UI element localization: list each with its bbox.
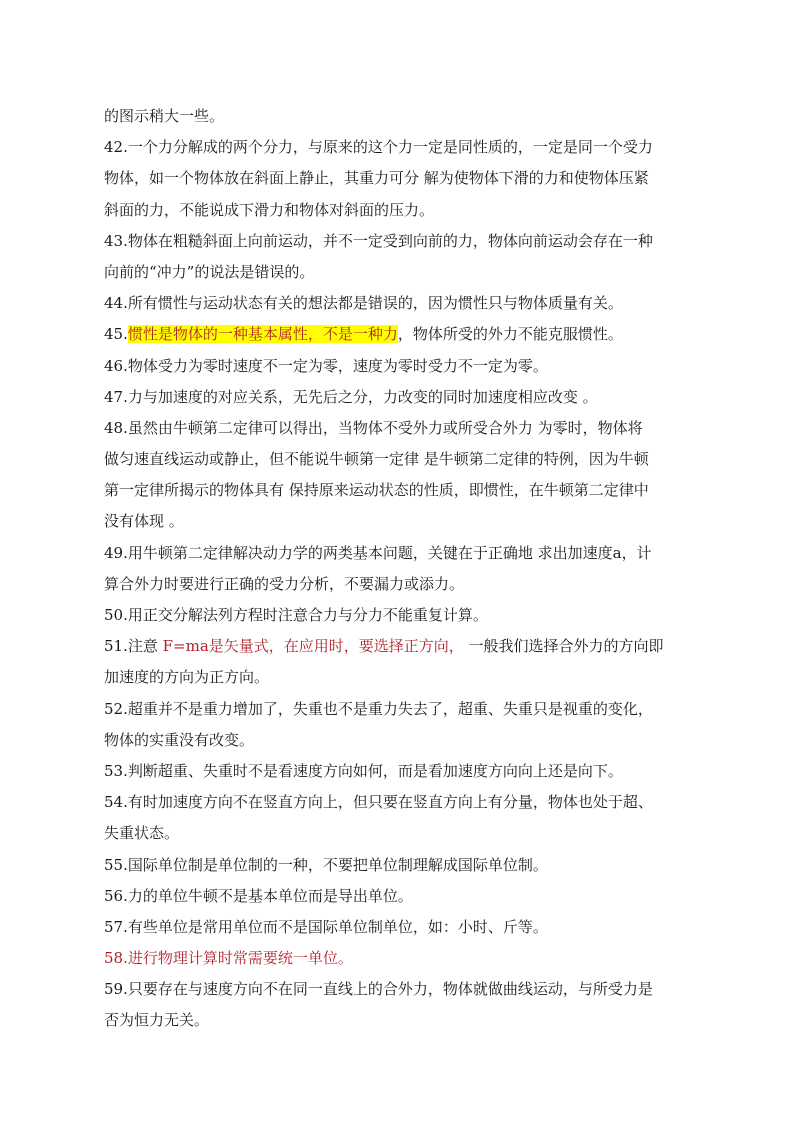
text-line: 53.判断超重、失重时不是看速度方向如何，而是看加速度方向向上还是向下。 [104,761,623,780]
item-text: 一般我们选择合外力的方向即 [463,637,664,656]
text-line [104,943,690,974]
item-number: 58. [104,949,128,968]
paragraph-53 [104,756,690,787]
text-line: 否为恒力无关。 [104,1011,210,1030]
highlighted-text: 惯性是物体的一种基本属性，不是一种力 [127,325,398,344]
paragraph-42 [104,132,690,226]
text-line: 57.有些单位是常用单位而不是国际单位制单位，如：小时、斤等。 [104,917,548,936]
item-text: ，物体所受的外力不能克服惯性。 [397,325,623,344]
text-line: 失重状态。 [104,824,180,843]
text-line: 44.所有惯性与运动状态有关的想法都是错误的，因为惯性只与物体质量有关。 [104,294,623,313]
text-line: 第一定律所揭示的物体具有 保持原来运动状态的性质，即惯性，在牛顿第二定律中 [104,481,649,500]
paragraph-57 [104,912,690,943]
paragraph-46 [104,351,690,382]
text-line: 向前的“冲力”的说法是错误的。 [104,262,315,281]
paragraph-45 [104,319,690,350]
text-line: 没有体现 。 [104,512,184,531]
text-line [104,319,690,350]
paragraph-48 [104,413,690,538]
item-number: 51.注意 [104,637,163,656]
document-page [104,101,690,1037]
text-line: 49.用牛顿第二定律解决动力学的两类基本问题，关键在于正确地 求出加速度a，计 [104,543,652,562]
text-line: 50.用正交分解法列方程时注意合力与分力不能重复计算。 [104,606,488,624]
paragraph-43 [104,226,690,288]
paragraph-44 [104,288,690,319]
text-line: 59.只要存在与速度方向不在同一直线上的合外力，物体就做曲线运动，与所受力是 [104,980,653,999]
text-line: 52.超重并不是重力增加了，失重也不是重力失去了，超重、失重只是视重的变化， [104,699,653,718]
emphasis-text: 进行物理计算时常需要统一单位。 [127,949,353,968]
text-line: 加速度的方向为正方向。 [104,668,270,687]
text-line: 54.有时加速度方向不在竖直方向上，但只要在竖直方向上有分量，物体也处于超、 [104,793,653,812]
paragraph-58 [104,943,690,974]
paragraph-52 [104,694,690,756]
paragraph-54 [104,787,690,849]
paragraph-59 [104,974,690,1036]
text-line: 物体的实重没有改变。 [104,730,255,749]
emphasis-text: F=ma是矢量式，在应用时，要选择正方向， [162,637,464,656]
paragraph-continuation [104,101,690,132]
text-line: 46.物体受力为零时速度不一定为零，速度为零时受力不一定为零。 [104,356,548,375]
item-number: 45. [104,325,128,344]
paragraph-47 [104,382,690,413]
text-line: 斜面的力，不能说成下滑力和物体对斜面的压力。 [104,200,435,219]
paragraph-56 [104,881,690,912]
text-line: 的图示稍大一些。 [104,107,225,125]
text-line: 42.一个力分解成的两个分力，与原来的这个力一定是同性质的，一定是同一个受力 [104,138,653,157]
paragraph-49 [104,538,690,600]
text-line: 56.力的单位牛顿不是基本单位而是导出单位。 [104,886,413,905]
text-line: 43.物体在粗糙斜面上向前运动，并不一定受到向前的力，物体向前运动会存在一种 [104,231,653,250]
paragraph-55 [104,850,690,881]
text-line: 48.虽然由牛顿第二定律可以得出，当物体不受外力或所受合外力 为零时，物体将 [104,418,643,437]
paragraph-51 [104,631,690,693]
text-line [104,631,690,662]
paragraph-50 [104,600,690,631]
text-line: 算合外力时要进行正确的受力分析，不要漏力或添力。 [104,574,465,593]
text-line: 做匀速直线运动或静止，但不能说牛顿第一定律 是牛顿第二定律的特例，因为牛顿 [104,450,649,469]
text-line: 物体，如一个物体放在斜面上静止，其重力可分 解为使物体下滑的力和使物体压紧 [104,169,649,188]
text-line: 47.力与加速度的对应关系，无先后之分，力改变的同时加速度相应改变 。 [104,387,598,406]
text-line: 55.国际单位制是单位制的一种，不要把单位制理解成国际单位制。 [104,855,548,874]
